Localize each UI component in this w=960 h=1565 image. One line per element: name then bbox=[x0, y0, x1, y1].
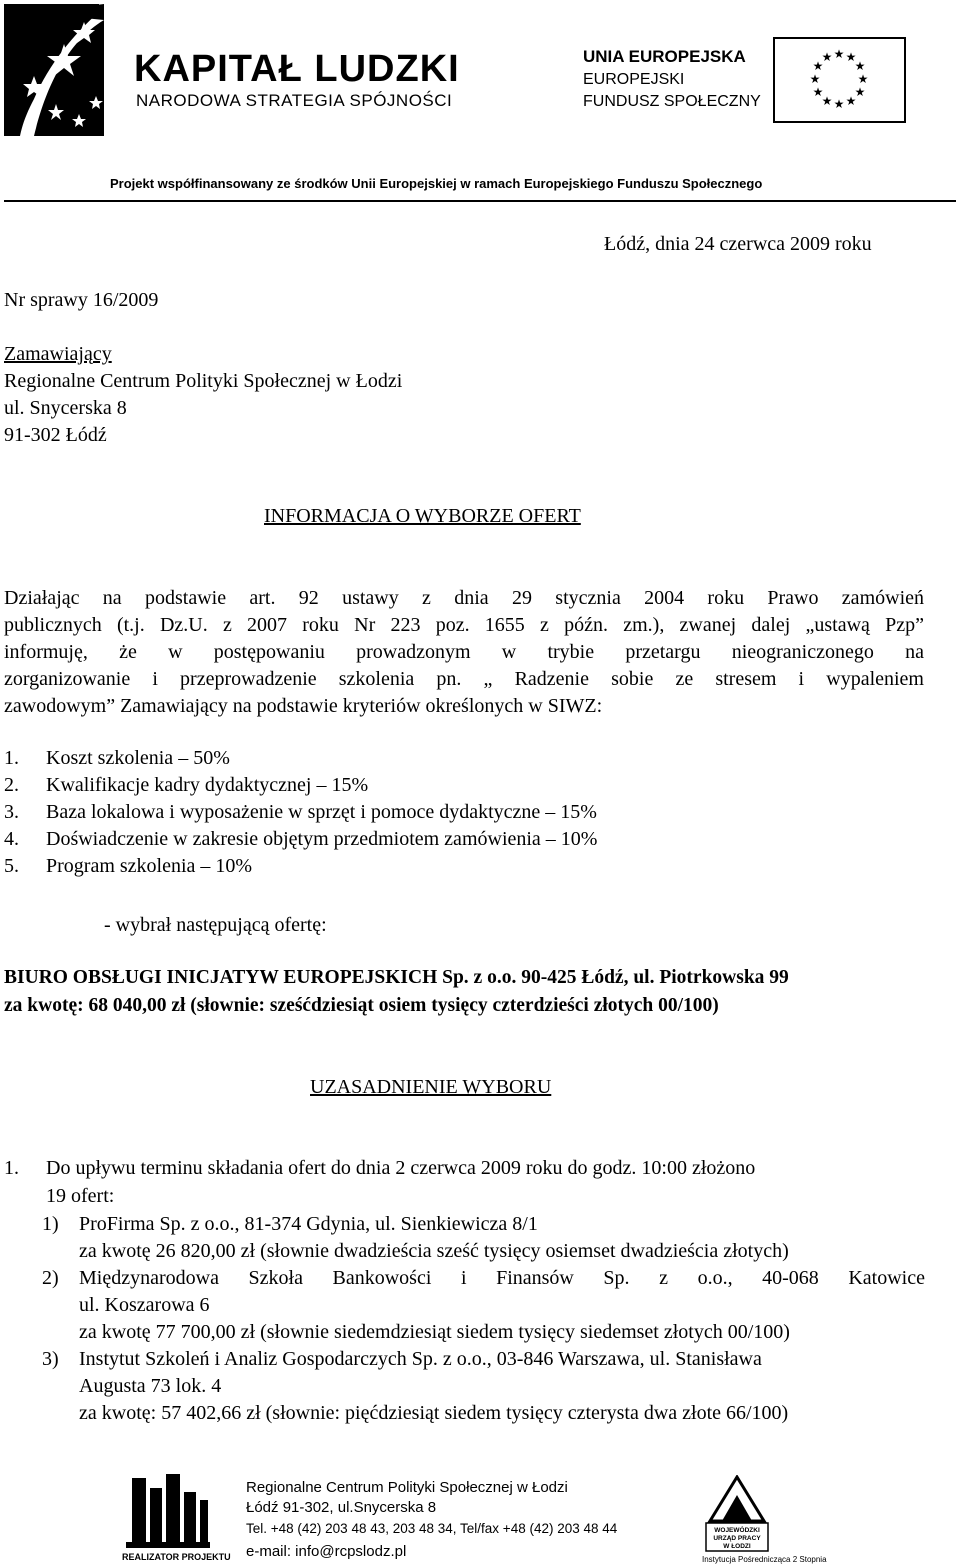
svg-text:★: ★ bbox=[854, 85, 866, 99]
criterion-text: Baza lokalowa i wyposażenie w sprzęt i pomoce dydaktyczne – 15% bbox=[46, 801, 597, 823]
offer-number: 3) bbox=[42, 1348, 59, 1370]
orderer-name: Regionalne Centrum Polityki Społecznej w Łodzi bbox=[4, 370, 403, 392]
intro-paragraph bbox=[4, 585, 924, 720]
ue-line-1: UNIA EUROPEJSKA bbox=[583, 47, 746, 66]
svg-text:★: ★ bbox=[812, 59, 824, 73]
document-title: INFORMACJA O WYBORZE OFERT bbox=[264, 505, 581, 527]
justification-title: UZASADNIENIE WYBORU bbox=[310, 1076, 552, 1098]
footer-email: e-mail: info@rcpslodz.pl bbox=[246, 1543, 407, 1560]
criterion-number: 1. bbox=[4, 747, 19, 769]
wup-caption: Instytucja Pośrednicząca 2 Stopnia bbox=[702, 1555, 827, 1564]
criterion-number: 4. bbox=[4, 828, 19, 850]
criterion-number: 2. bbox=[4, 774, 19, 796]
document-date: Łódź, dnia 24 czerwca 2009 roku bbox=[604, 233, 872, 255]
orderer-city: 91-302 Łódź bbox=[4, 424, 107, 446]
criterion-text: Kwalifikacje kadry dydaktycznej – 15% bbox=[46, 774, 369, 796]
wup-text-line: WOJEWÓDZKI bbox=[714, 1527, 760, 1534]
chosen-offer-label: - wybrał następującą ofertę: bbox=[104, 914, 327, 936]
criterion-text: Doświadczenie w zakresie objętym przedmiotem zamówienia – 10% bbox=[46, 828, 598, 850]
offer-number: 2) bbox=[42, 1267, 59, 1289]
criterion-item bbox=[4, 826, 597, 853]
svg-text:★: ★ bbox=[857, 72, 869, 86]
svg-text:★: ★ bbox=[812, 85, 824, 99]
svg-text:★: ★ bbox=[821, 50, 833, 64]
kapital-ludzki-title: KAPITAŁ LUDZKI bbox=[134, 48, 460, 90]
ue-line-2: EUROPEJSKI bbox=[583, 71, 685, 88]
eu-flag-icon bbox=[773, 37, 906, 123]
criterion-item bbox=[4, 772, 597, 799]
offer-address: ul. Koszarowa 6 bbox=[79, 1294, 210, 1316]
wup-text-line: URZĄD PRACY bbox=[713, 1535, 761, 1542]
criteria-list bbox=[4, 745, 597, 880]
footer-address: Łódź 91-302, ul.Snycerska 8 bbox=[246, 1499, 437, 1516]
offer-company: Międzynarodowa Szkoła Bankowości i Finansów Sp. z o.o., 40-068 Katowice bbox=[79, 1267, 925, 1289]
offer-company: ProFirma Sp. z o.o., 81-374 Gdynia, ul. Sienkiewicza 8/1 bbox=[79, 1213, 538, 1235]
svg-text:★: ★ bbox=[821, 94, 833, 108]
kapital-ludzki-logo-mark bbox=[4, 4, 126, 136]
wup-logo-text bbox=[707, 1527, 767, 1551]
justification-section bbox=[4, 1155, 934, 1435]
orderer-heading: Zamawiający bbox=[4, 343, 112, 365]
intro-line: zorganizowanie i przeprowadzenie szkolenia pn. „ Radzenie sobie ze stresem i wypaleniem bbox=[4, 668, 924, 690]
case-number: Nr sprawy 16/2009 bbox=[4, 289, 159, 311]
kapital-ludzki-subtitle: NARODOWA STRATEGIA SPÓJNOŚCI bbox=[136, 91, 453, 110]
svg-text:★: ★ bbox=[833, 97, 845, 111]
svg-text:★: ★ bbox=[809, 72, 821, 86]
justification-number: 1. bbox=[4, 1157, 19, 1179]
criterion-number: 5. bbox=[4, 855, 19, 877]
criterion-item bbox=[4, 745, 597, 772]
intro-line: publicznych (t.j. Dz.U. z 2007 roku Nr 223 poz. 1655 z późn. zm.), zwanej dalej „ustawą Pzp” bbox=[4, 614, 924, 636]
intro-line: zawodowym” Zamawiający na podstawie kryteriów określonych w SIWZ: bbox=[4, 695, 603, 717]
svg-text:★: ★ bbox=[833, 47, 845, 61]
intro-line: informuję, że w postępowaniu prowadzonym w trybie przetargu nieograniczonego na bbox=[4, 641, 924, 663]
ue-line-3: FUNDUSZ SPOŁECZNY bbox=[583, 93, 761, 110]
rcps-logo-icon bbox=[122, 1470, 212, 1550]
project-cofinancing-line: Projekt współfinansowany ze środków Unii Europejskiej w ramach Europejskiego Funduszu Społecznego bbox=[110, 176, 763, 191]
offer-number: 1) bbox=[42, 1213, 59, 1235]
svg-text:★: ★ bbox=[845, 94, 857, 108]
building-icon bbox=[122, 1470, 212, 1550]
intro-line: Działając na podstawie art. 92 ustawy z dnia 29 stycznia 2004 roku Prawo zamówień bbox=[4, 587, 924, 609]
footer-org-name: Regionalne Centrum Polityki Społecznej w Łodzi bbox=[246, 1479, 568, 1496]
svg-text:★: ★ bbox=[854, 59, 866, 73]
wup-text-line: W ŁODZI bbox=[723, 1543, 751, 1550]
offer-amount: za kwotę: 57 402,66 zł (słownie: pięćdziesiąt siedem tysięcy czterysta dwa złote 66/100) bbox=[79, 1402, 789, 1424]
offer-company: Instytut Szkoleń i Analiz Gospodarczych Sp. z o.o., 03-846 Warszawa, ul. Stanisława bbox=[79, 1348, 762, 1370]
justification-line-2: 19 ofert: bbox=[46, 1185, 115, 1207]
criterion-item bbox=[4, 853, 597, 880]
criterion-number: 3. bbox=[4, 801, 19, 823]
offer-address: Augusta 73 lok. 4 bbox=[79, 1375, 222, 1397]
criterion-text: Program szkolenia – 10% bbox=[46, 855, 253, 877]
criterion-text: Koszt szkolenia – 50% bbox=[46, 747, 230, 769]
svg-text:★: ★ bbox=[845, 50, 857, 64]
chosen-offer-amount: za kwotę: 68 040,00 zł (słownie: sześćdziesiąt osiem tysięcy czterdzieści złotych 00/100) bbox=[4, 995, 719, 1016]
kapital-ludzki-stars-icon bbox=[4, 4, 126, 136]
chosen-offer-company: BIURO OBSŁUGI INICJATYW EUROPEJSKICH Sp. z o.o. 90-425 Łódź, ul. Piotrkowska 99 bbox=[4, 967, 789, 988]
eu-stars-icon bbox=[775, 39, 904, 121]
offer-amount: za kwotę 77 700,00 zł (słownie siedemdziesiąt siedem tysięcy siedemset złotych 00/100) bbox=[79, 1321, 790, 1343]
criterion-item bbox=[4, 799, 597, 826]
orderer-street: ul. Snycerska 8 bbox=[4, 397, 127, 419]
footer-phones: Tel. +48 (42) 203 48 43, 203 48 34, Tel/fax +48 (42) 203 48 44 bbox=[246, 1521, 618, 1536]
footer-logo-caption: REALIZATOR PROJEKTU bbox=[122, 1552, 231, 1562]
header-divider bbox=[4, 200, 956, 202]
offer-amount: za kwotę 26 820,00 zł (słownie dwadzieścia sześć tysięcy osiemset dwadzieścia złotych) bbox=[79, 1240, 789, 1262]
justification-line-1: Do upływu terminu składania ofert do dnia 2 czerwca 2009 roku do godz. 10:00 złożono bbox=[46, 1157, 756, 1179]
